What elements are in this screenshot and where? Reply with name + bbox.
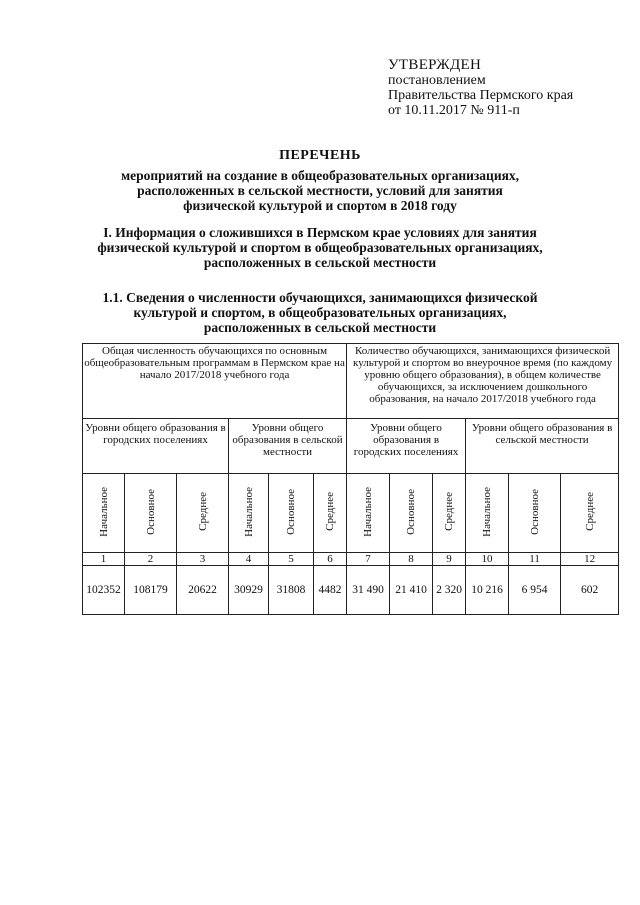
level-header: Среднее: [561, 474, 619, 553]
level-header: Среднее: [314, 474, 347, 553]
column-number: 5: [269, 553, 314, 566]
value-cell: 102352: [83, 566, 125, 615]
header-total-students: Общая численность обучающихся по основным общеобразовательным программам в Пермском крае на начало 2017/2018 учебного года: [83, 344, 347, 419]
value-cell: 108179: [125, 566, 177, 615]
column-number: 9: [433, 553, 466, 566]
level-header: Начальное: [229, 474, 269, 553]
value-cell: 31 490: [347, 566, 390, 615]
column-number: 4: [229, 553, 269, 566]
subtitle-line: физической культурой и спортом в 2018 году: [183, 198, 457, 213]
document-title: ПЕРЕЧЕНЬ: [279, 148, 361, 163]
column-number: 2: [125, 553, 177, 566]
section-line: расположенных в сельской местности: [203, 255, 437, 270]
students-table: [82, 343, 619, 615]
approval-line: Правительства Пермского края: [388, 88, 574, 103]
column-number: 11: [509, 553, 561, 566]
level-header: Начальное: [83, 474, 125, 553]
level-header: Основное: [125, 474, 177, 553]
value-cell: 4482: [314, 566, 347, 615]
approval-block: [388, 58, 573, 118]
value-cell: 31808: [269, 566, 314, 615]
value-cell: 6 954: [509, 566, 561, 615]
section-heading-1: [0, 225, 640, 270]
level-header: Основное: [390, 474, 433, 553]
level-header: Основное: [509, 474, 561, 553]
section-heading-1-1: [0, 290, 640, 335]
level-header: Основное: [269, 474, 314, 553]
column-number: 6: [314, 553, 347, 566]
value-cell: 20622: [177, 566, 229, 615]
section-line: 1.1. Сведения о численности обучающихся, занимающихся физической: [102, 290, 538, 305]
value-cell: 2 320: [433, 566, 466, 615]
subheader-rural-sport: Уровни общего образования в сельской местности: [466, 419, 619, 474]
header-sport-students: Количество обучающихся, занимающихся физической культурой и спортом во внеурочное время (по каждому уровню общего образования), в общем количестве обучающихся, за исключением дошкольного образования, на начало 2017/2018 учебного года: [347, 344, 619, 419]
level-header: Среднее: [177, 474, 229, 553]
table-row: [83, 566, 619, 615]
section-line: культурой и спортом, в общеобразовательных организациях,: [133, 305, 507, 320]
approval-status: УТВЕРЖДЕН: [388, 57, 482, 73]
section-line: расположенных в сельской местности: [203, 320, 437, 335]
subheader-urban-total: Уровни общего образования в городских поселениях: [83, 419, 229, 474]
column-number: 1: [83, 553, 125, 566]
section-line: I. Информация о сложившихся в Пермском крае условиях для занятия: [103, 225, 537, 240]
subheader-urban-sport: Уровни общего образования в городских поселениях: [347, 419, 466, 474]
column-number: 12: [561, 553, 619, 566]
value-cell: 21 410: [390, 566, 433, 615]
subtitle-line: расположенных в сельской местности, условий для занятия: [137, 183, 503, 198]
approval-line: постановлением: [388, 73, 486, 88]
level-header: Начальное: [466, 474, 509, 553]
section-line: физической культурой и спортом в общеобразовательных организациях,: [97, 240, 543, 255]
subtitle-line: мероприятий на создание в общеобразовательных организациях,: [120, 168, 520, 183]
value-cell: 30929: [229, 566, 269, 615]
level-header: Среднее: [433, 474, 466, 553]
document-subtitle: [0, 168, 640, 213]
column-number: 10: [466, 553, 509, 566]
level-header: Начальное: [347, 474, 390, 553]
value-cell: 10 216: [466, 566, 509, 615]
approval-date: от 10.11.2017 № 911-п: [388, 103, 520, 118]
column-number: 8: [390, 553, 433, 566]
subheader-rural-total: Уровни общего образования в сельской местности: [229, 419, 347, 474]
value-cell: 602: [561, 566, 619, 615]
column-number: 7: [347, 553, 390, 566]
column-number: 3: [177, 553, 229, 566]
